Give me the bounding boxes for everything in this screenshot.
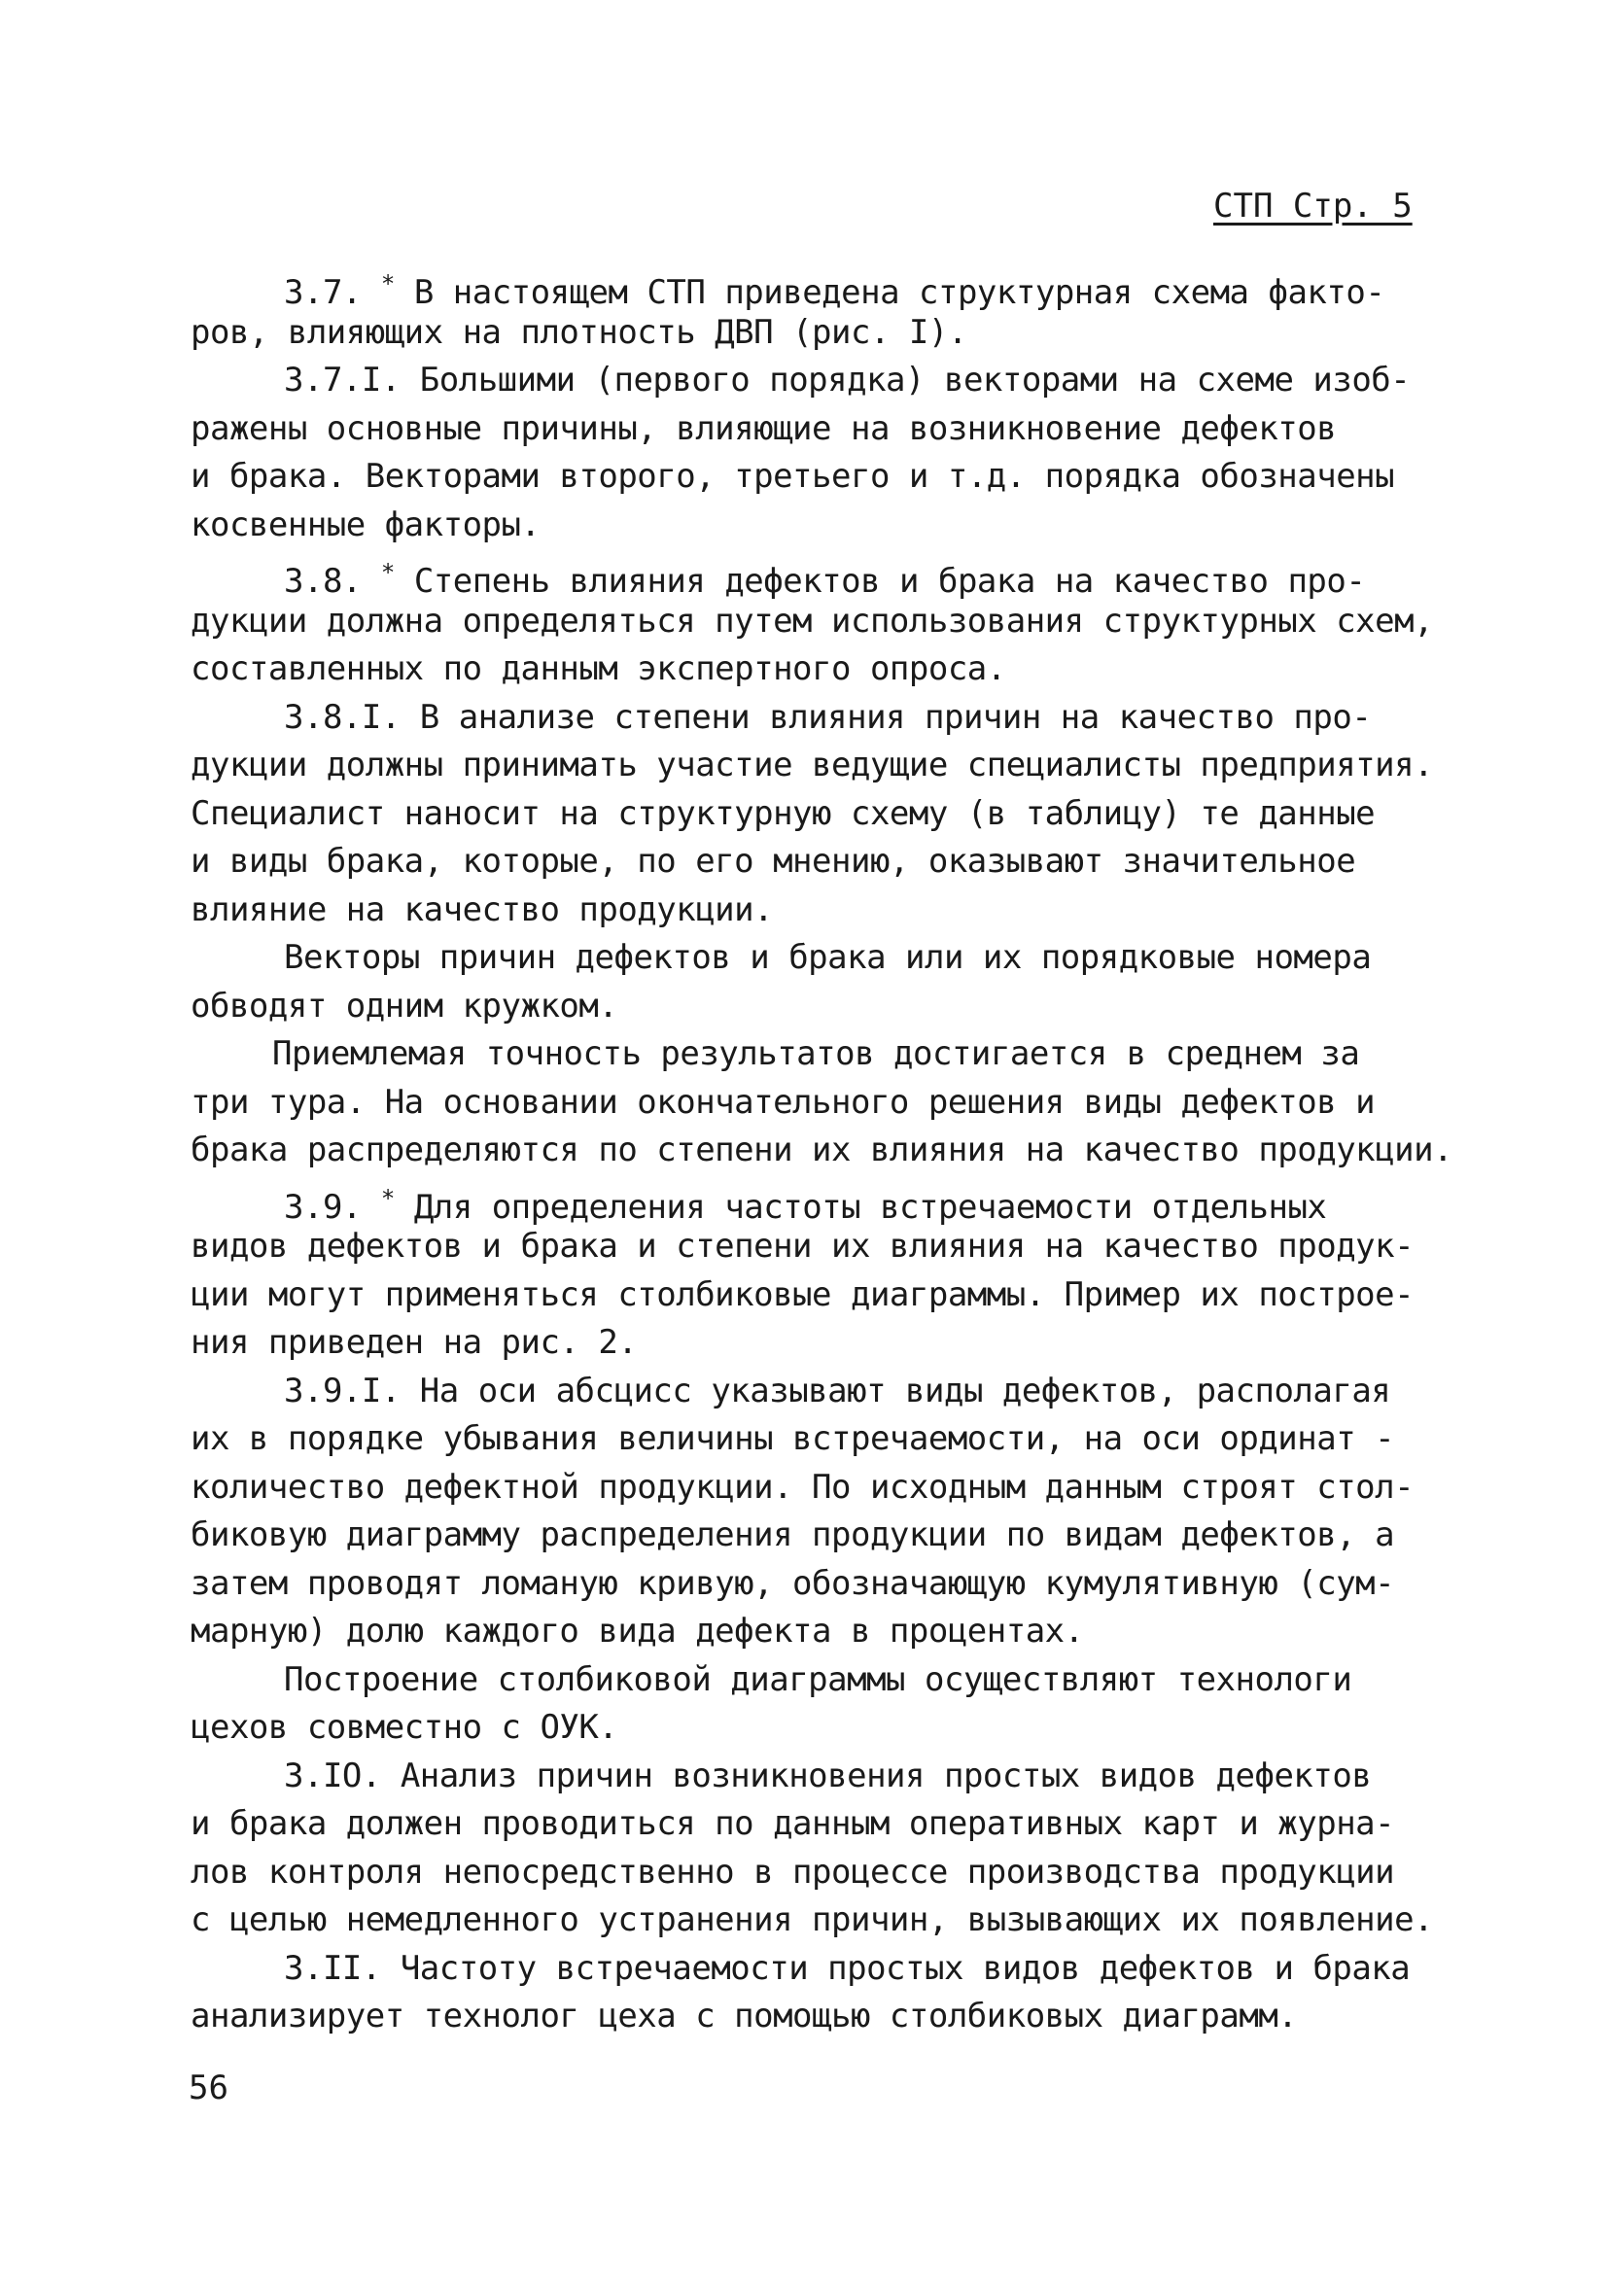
text-line xyxy=(191,549,1484,601)
revision-mark: * xyxy=(380,1184,395,1212)
text-line: дукции должны принимать участие ведущие специалисты предприятия. xyxy=(191,746,1434,784)
text-line: 3.8.I. В анализе степени влияния причин на качество про- xyxy=(284,697,1372,737)
text-line: биковую диаграмму распределения продукции по видам дефектов, а xyxy=(191,1515,1395,1554)
text-line: и брака должен проводиться по данным оперативных карт и журна- xyxy=(191,1804,1395,1843)
text-line: Приемлемая точность результатов достигается в среднем за xyxy=(272,1034,1360,1073)
text-line xyxy=(191,1175,1484,1227)
text-line: видов дефектов и брака и степени их влияния на качество продук- xyxy=(191,1227,1415,1266)
clause-text: Степень влияния дефектов и брака на качество про- xyxy=(413,562,1366,601)
revision-mark: * xyxy=(380,559,395,586)
text-line: 3.II. Частоту встречаемости простых видов дефектов и брака xyxy=(284,1948,1411,1988)
clause-number: 3.8. xyxy=(284,562,362,601)
revision-mark: * xyxy=(380,270,395,297)
text-line: 3.7.I. Большими (первого порядка) векторами на схеме изоб- xyxy=(284,361,1411,400)
text-line: 3.IO. Анализ причин возникновения простых видов дефектов xyxy=(284,1756,1372,1795)
clause-text: Для определения частоты встречаемости отдельных xyxy=(413,1187,1327,1227)
text-line: количество дефектной продукции. По исходным данным строят стол- xyxy=(191,1467,1415,1507)
text-line: дукции должна определяться путем использования структурных схем, xyxy=(191,601,1434,641)
text-line: три тура. На основании окончательного решения виды дефектов и xyxy=(191,1082,1376,1122)
text-line: обводят одним кружком. xyxy=(191,986,618,1026)
text-line: лов контроля непосредственно в процессе производства продукции xyxy=(191,1852,1395,1892)
text-line: ров, влияющих на плотность ДВП (рис. I). xyxy=(191,312,967,352)
text-line: ции могут применяться столбиковые диаграммы. Пример их построе- xyxy=(191,1274,1415,1314)
text-line: марную) долю каждого вида дефекта в процентах. xyxy=(191,1612,1084,1651)
text-line: цехов совместно с ОУК. xyxy=(191,1708,618,1747)
text-line: с целью немедленного устранения причин, вызывающих их появление. xyxy=(191,1900,1434,1939)
clause-number: 3.7. xyxy=(284,273,362,312)
page-header: СТП Стр. 5 xyxy=(1213,187,1413,226)
text-line: Построение столбиковой диаграммы осуществляют технологи xyxy=(284,1659,1352,1699)
text-line: брака распределяются по степени их влияния на качество продукции. xyxy=(191,1131,1453,1169)
text-line xyxy=(191,261,1484,312)
document-body xyxy=(191,261,1484,2041)
text-line: косвенные факторы. xyxy=(191,504,541,544)
text-line: Векторы причин дефектов и брака или их порядковые номера xyxy=(284,938,1372,977)
clause-number: 3.9. xyxy=(284,1187,362,1227)
text-line: ния приведен на рис. 2. xyxy=(191,1323,638,1362)
text-line: составленных по данным экспертного опроса. xyxy=(191,649,1006,688)
clause-text: В настоящем СТП приведена структурная схема факто- xyxy=(413,273,1385,312)
text-line: их в порядке убывания величины встречаемости, на оси ординат - xyxy=(191,1419,1395,1458)
text-line: анализирует технолог цеха с помощью столбиковых диаграмм. xyxy=(191,1997,1298,2035)
text-line: и виды брака, которые, по его мнению, оказывают значительное xyxy=(191,842,1356,881)
text-line: 3.9.I. На оси абсцисс указывают виды дефектов, располагая xyxy=(284,1371,1391,1410)
text-line: и брака. Векторами второго, третьего и т.д. порядка обозначены xyxy=(191,457,1395,496)
text-line: ражены основные причины, влияющие на возникновение дефектов xyxy=(191,408,1337,448)
text-line: Специалист наносит на структурную схему (в таблицу) те данные xyxy=(191,793,1376,833)
text-line: влияние на качество продукции. xyxy=(191,889,774,929)
text-line: затем проводят ломаную кривую, обозначающую кумулятивную (сум- xyxy=(191,1563,1395,1603)
page-number: 56 xyxy=(189,2069,228,2107)
